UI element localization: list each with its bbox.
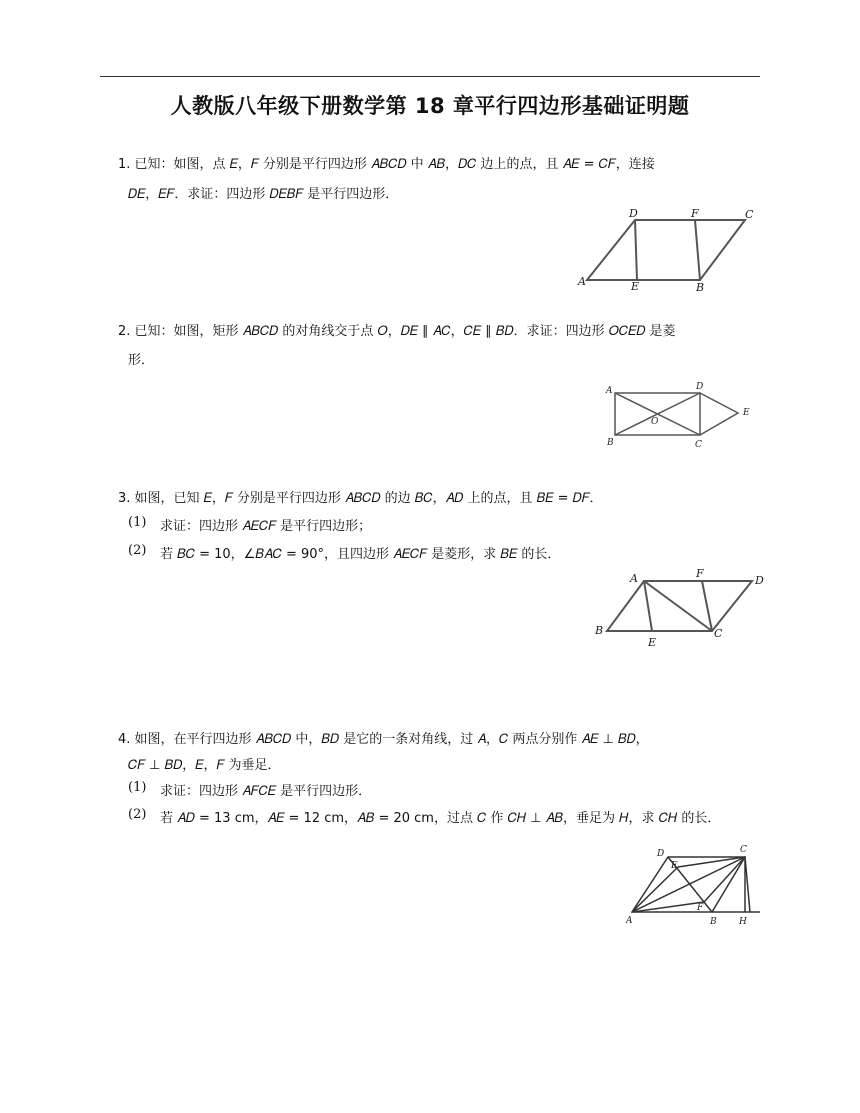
q1-label-b: B (696, 281, 705, 294)
q3-sub1-text: 求证：四边形 𝐴𝐸𝐶𝐹 是平行四边形； (160, 519, 372, 534)
q1-segment-fb (695, 220, 700, 280)
q3-text-line1: 3. 如图，已知 𝐸，𝐹 分别是平行四边形 𝐴𝐵𝐶𝐷 的边 𝐵𝐶，𝐴𝐷 上的点，且 𝐵𝐸 = 𝐷𝐹． (118, 491, 603, 506)
q2-label-o: O (651, 417, 659, 427)
q1-label-d: D (629, 207, 638, 220)
q4-sub2-text: 若 𝐴𝐷 = 13 cm，𝐴𝐸 = 12 cm，𝐴𝐵 = 20 cm，过点 𝐶 作 𝐶𝐻 ⊥ 𝐴𝐵，垂足为 𝐻，求 𝐶𝐻 的长． (160, 811, 721, 826)
q3-diagonal-ac (644, 581, 712, 631)
q4-sub1-number: (1) (128, 780, 147, 795)
q3-label-a: A (630, 572, 638, 585)
q4-sub2-number: (2) (128, 807, 147, 822)
q2-text-line2: 形． (128, 353, 155, 368)
q3-sub1-number: (1) (128, 515, 147, 530)
q1-label-e: E (631, 280, 640, 293)
q3-segment-ae (644, 581, 652, 631)
q2-label-b: B (607, 438, 614, 448)
q3-label-f: F (696, 567, 704, 580)
q1-text-line2: 𝐷𝐸，𝐸𝐹．求证：四边形 𝐷𝐸𝐵𝐹 是平行四边形． (128, 187, 399, 202)
q4-segment-ae (632, 867, 678, 912)
header-rule (100, 76, 760, 77)
q4-label-e: E (671, 861, 678, 871)
q1-label-f: F (691, 207, 699, 220)
q4-text-line2: 𝐶𝐹 ⊥ 𝐵𝐷，𝐸，𝐹 为垂足． (128, 758, 281, 773)
q3-label-e: E (648, 636, 657, 649)
q3-label-c: C (714, 627, 723, 640)
page-title: 人教版八年级下册数学第 18 章平行四边形基础证明题 (170, 94, 690, 118)
q1-figure (575, 205, 765, 295)
q1-parallelogram (587, 220, 745, 280)
q4-figure (620, 840, 765, 935)
q4-label-f: F (697, 903, 704, 913)
q3-sub2-text: 若 𝐵𝐶 = 10，∠𝐵𝐴𝐶 = 90°，且四边形 𝐴𝐸𝐶𝐹 是菱形，求 𝐵𝐸 的长． (160, 547, 561, 562)
q1-label-a: A (578, 275, 586, 288)
q1-segment-de (635, 220, 637, 280)
q4-label-b: B (710, 917, 717, 927)
q3-sub2-number: (2) (128, 543, 147, 558)
q4-label-d: D (657, 849, 665, 859)
q4-segment-cf (704, 857, 745, 902)
q1-text-line1: 1. 已知：如图，点 𝐸，𝐹 分别是平行四边形 𝐴𝐵𝐶𝐷 中 𝐴𝐵，𝐷𝐶 边上的点，且 𝐴𝐸 = 𝐶𝐹，连接 (118, 157, 655, 172)
q2-figure (600, 378, 760, 453)
q2-text-line1: 2. 已知：如图，矩形 𝐴𝐵𝐶𝐷 的对角线交于点 𝑂，𝐷𝐸 ∥ 𝐴𝐶，𝐶𝐸 ∥ 𝐵𝐷．求证：四边形 𝑂𝐶𝐸𝐷 是菱 (118, 324, 676, 339)
q2-label-d: D (696, 382, 704, 392)
q4-label-c: C (740, 845, 747, 855)
q1-label-c: C (745, 208, 754, 221)
q4-label-a: A (626, 916, 633, 926)
q3-segment-fc (702, 581, 712, 631)
q3-label-d: D (755, 574, 764, 587)
q4-label-h: H (739, 917, 747, 927)
q2-segments-de-ec (700, 393, 738, 435)
q4-sub1-text: 求证：四边形 𝐴𝐹𝐶𝐸 是平行四边形． (160, 784, 372, 799)
q3-figure (592, 566, 772, 651)
q4-text-line1: 4. 如图，在平行四边形 𝐴𝐵𝐶𝐷 中，𝐵𝐷 是它的一条对角线，过 𝐴，𝐶 两点分别作 𝐴𝐸 ⊥ 𝐵𝐷， (118, 732, 649, 747)
q2-label-e: E (743, 408, 750, 418)
q2-label-c: C (695, 440, 702, 450)
q3-label-b: B (595, 624, 604, 637)
q2-label-a: A (606, 386, 613, 396)
